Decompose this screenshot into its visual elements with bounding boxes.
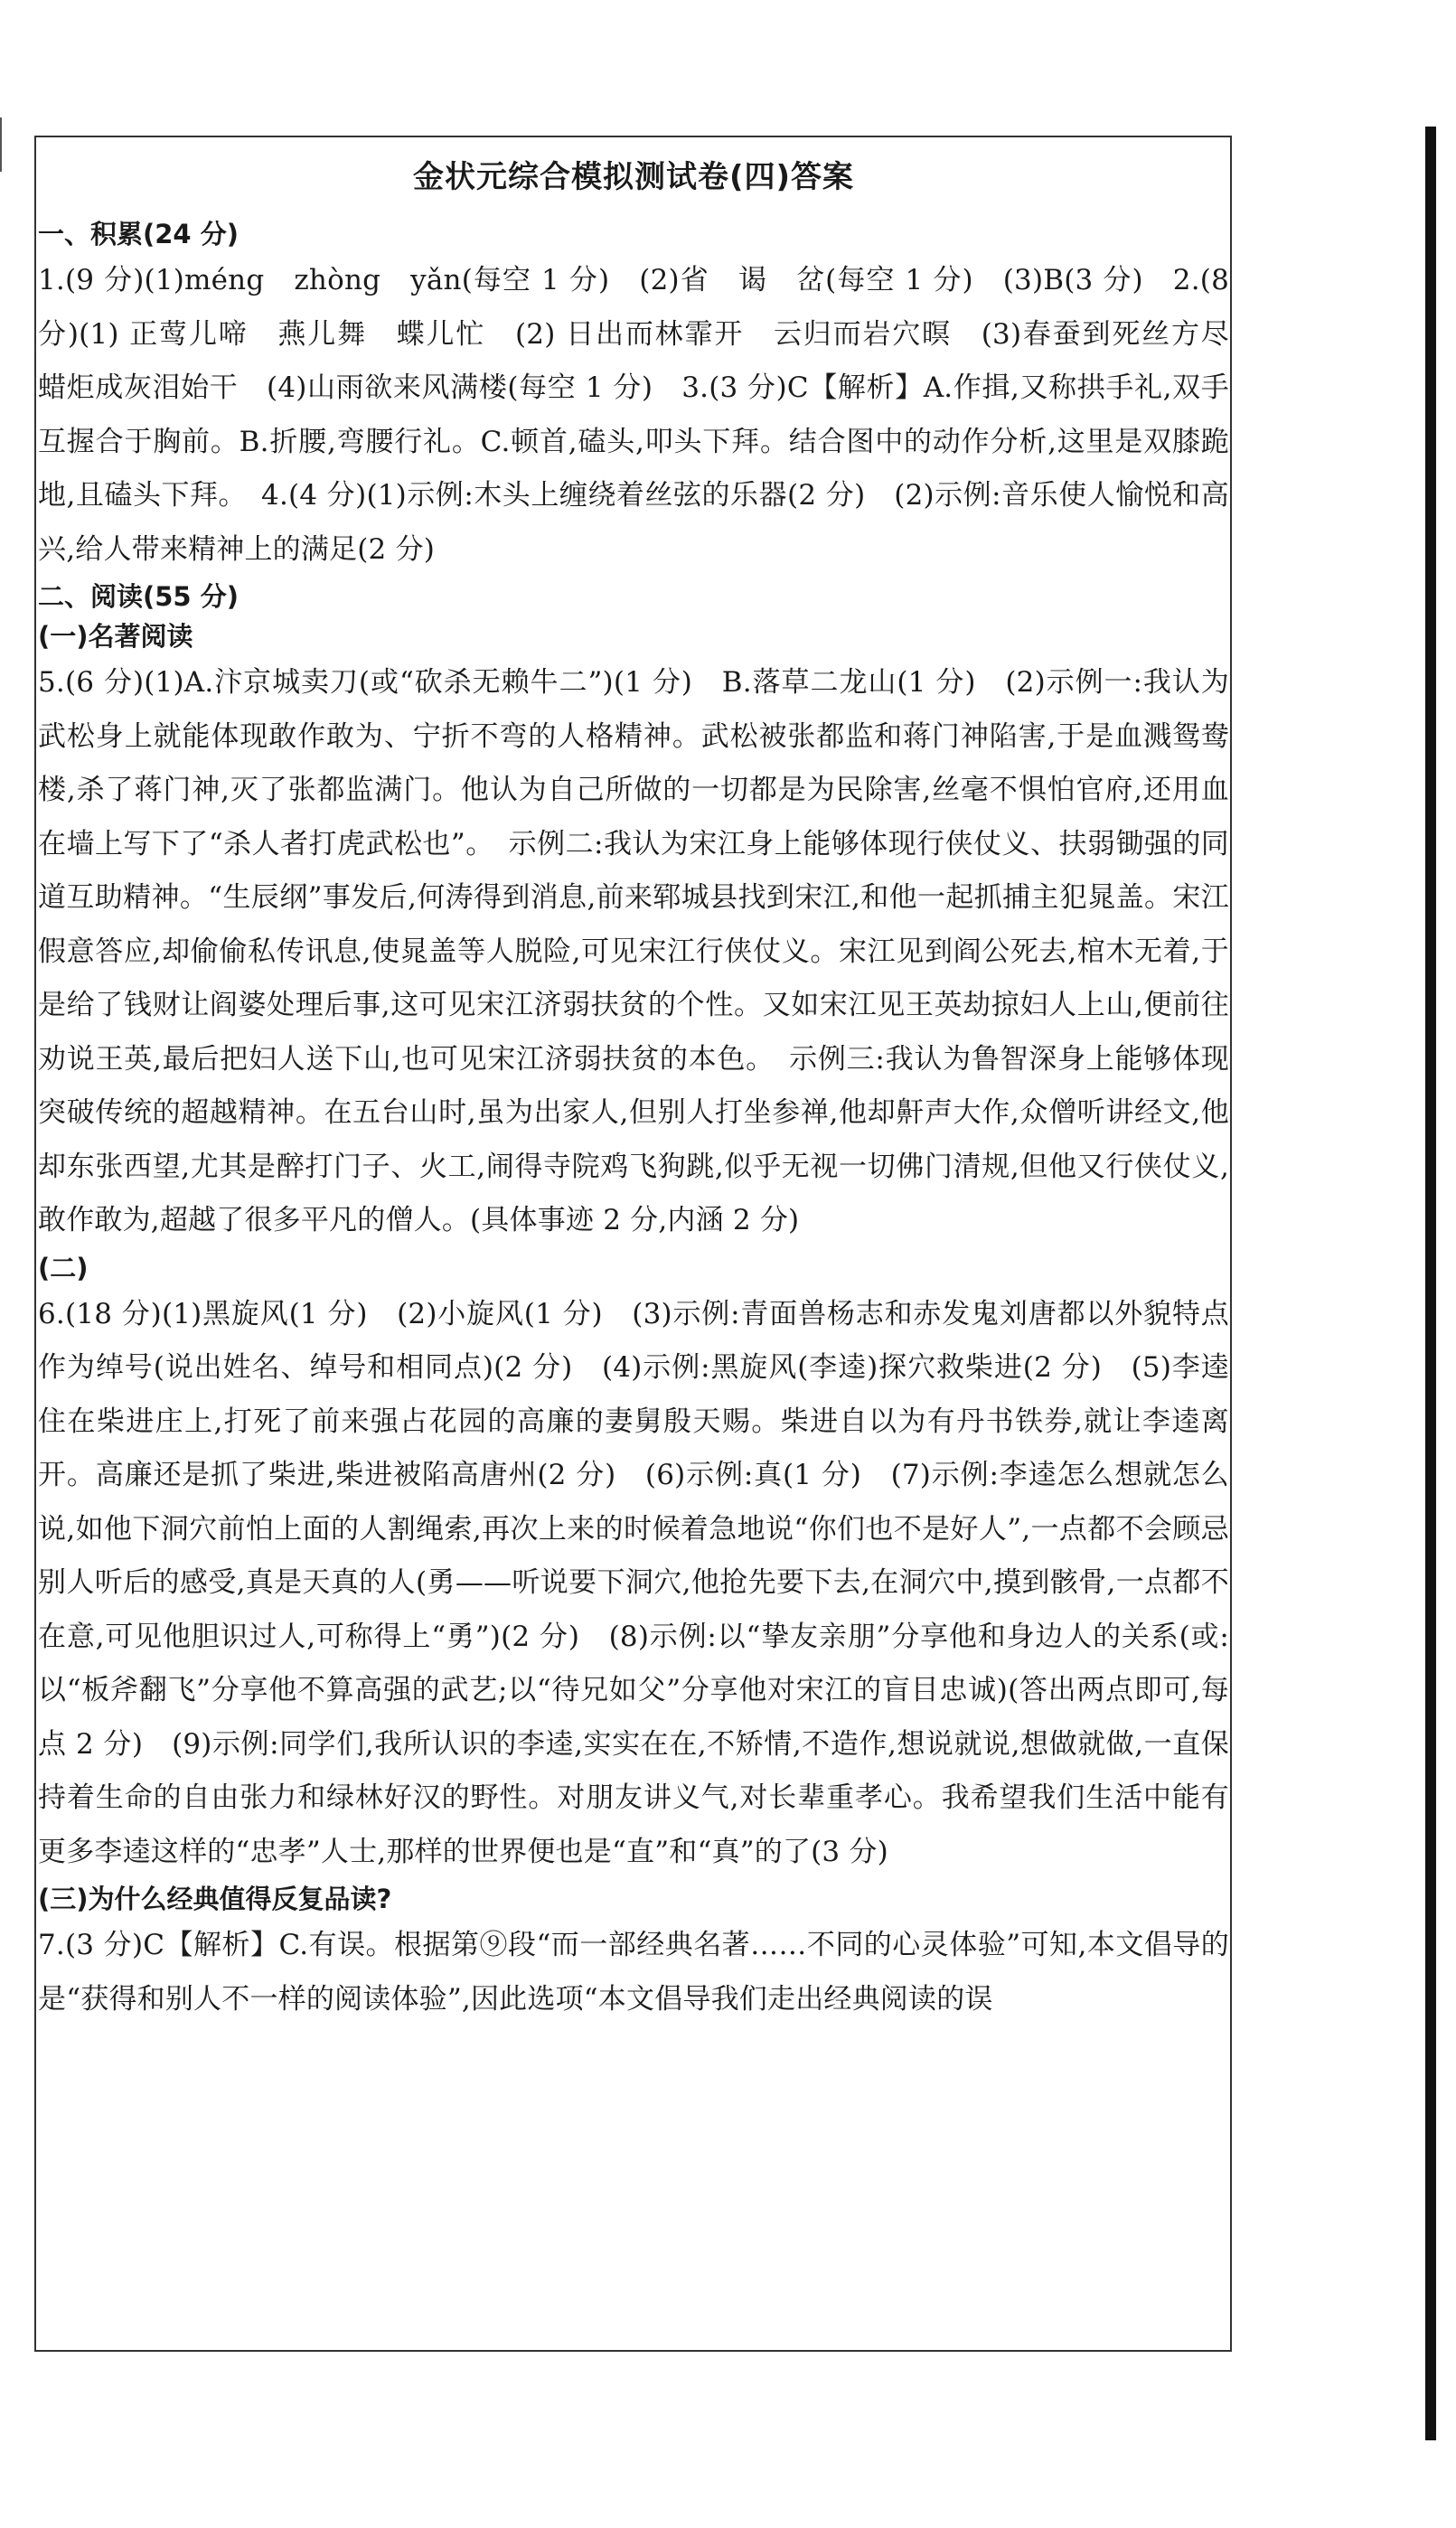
section-heading: (一)名著阅读 bbox=[38, 621, 193, 652]
section-heading: (三)为什么经典值得反复品读? bbox=[38, 1884, 392, 1914]
page-title: 金状元综合模拟测试卷(四)答案 bbox=[412, 159, 855, 195]
section-heading: 二、阅读(55 分) bbox=[38, 581, 239, 612]
section-heading: 一、积累(24 分) bbox=[38, 219, 239, 249]
section-paragraph: 7.(3 分)C【解析】C.有误。根据第⑨段“而一部经典名著……不同的心灵体验”可知,本文倡导的是“获得和别人不一样的阅读体验”,因此选项“本文倡导我们走出经典阅读的误 bbox=[38, 1929, 1229, 2016]
right-rule bbox=[1425, 127, 1436, 2440]
section-paragraph: 5.(6 分)(1)A.汴京城卖刀(或“砍杀无赖牛二”)(1 分) B.落草二龙山(1 分) (2)示例一:我认为武松身上就能体现敢作敢为、宁折不弯的人格精神。武松被张都监和蒋门神陷害,于是血溅鸳鸯楼,杀了蒋门神,灭了张都监满门。他认为自己所做的一切都是为民除害,丝毫不惧怕官府,还用血在墙上写下了“杀人者打虎武松也”。 示例二:我认为宋江身上能够体现行侠仗义、扶弱锄强的同道互助精神。“生辰纲”事发后,何涛得到消息,前来郓城县找到宋江,和他一起抓捕主犯晁盖。宋江假意答应,却偷偷私传讯息,使晁盖等人脱险,可见宋江行侠仗义。宋江见到阎公死去,棺木无着,于是给了钱财让阎婆处理后事,这可见宋江济弱扶贫的个性。又如宋江见王英劫掠妇人上山,便前往劝说王英,最后把妇人送下山,也可见宋江济弱扶贫的本色。 示例三:我认为鲁智深身上能够体现突破传统的超越精神。在五台山时,虽为出家人,但别人打坐参禅,他却鼾声大作,众僧听讲经文,他却东张西望,尤其是醉打门子、火工,闹得寺院鸡飞狗跳,似乎无视一切佛门清规,但他又行侠仗义,敢作敢为,超越了很多平凡的僧人。(具体事迹 2 分,内涵 2 分) bbox=[38, 666, 1229, 1236]
section-heading: (二) bbox=[38, 1252, 89, 1283]
edge-mark bbox=[0, 117, 9, 172]
section-paragraph: 1.(9 分)(1)méng zhòng yǎn(每空 1 分) (2)省 谒 岔(每空 1 分) (3)B(3 分) 2.(8 分)(1) 正莺儿啼 燕儿舞 蝶儿忙 (2) 日出而林霏开 云归而岩穴暝 (3)春蚕到死丝方尽 蜡炬成灰泪始干 (4)山雨欲来风满楼(每空 1 分) 3.(3 分)C【解析】A.作揖,又称拱手礼,双手互握合于胸前。B.折腰,弯腰行礼。C.顿首,磕头,叩头下拜。结合图中的动作分析,这里是双膝跪地,且磕头下拜。 4.(4 分)(1)示例:木头上缠绕着丝弦的乐器(2 分) (2)示例:音乐使人愉悦和高兴,给人带来精神上的满足(2 分) bbox=[38, 264, 1258, 566]
answer-content bbox=[38, 152, 1258, 2026]
section-paragraph: 6.(18 分)(1)黑旋风(1 分) (2)小旋风(1 分) (3)示例:青面兽杨志和赤发鬼刘唐都以外貌特点作为绰号(说出姓名、绰号和相同点)(2 分) (4)示例:黑旋风(李逵)探穴救柴进(2 分) (5)李逵住在柴进庄上,打死了前来强占花园的高廉的妻舅殷天赐。柴进自以为有丹书铁券,就让李逵离开。高廉还是抓了柴进,柴进被陷高唐州(2 分) (6)示例:真(1 分) (7)示例:李逵怎么想就怎么说,如他下洞穴前怕上面的人割绳索,再次上来的时候着急地说“你们也不是好人”,一点都不会顾忌别人听后的感受,真是天真的人(勇——听说要下洞穴,他抢先要下去,在洞穴中,摸到骸骨,一点都不在意,可见他胆识过人,可称得上“勇”)(2 分) (8)示例:以“挚友亲朋”分享他和身边人的关系(或:以“板斧翻飞”分享他不算高强的武艺;以“待兄如父”分享他对宋江的盲目忠诚)(答出两点即可,每点 2 分) (9)示例:同学们,我所认识的李逵,实实在在,不矫情,不造作,想说就说,想做就做,一直保持着生命的自由张力和绿林好汉的野性。对朋友讲义气,对长辈重孝心。我希望我们生活中能有更多李逵这样的“忠孝”人士,那样的世界便也是“直”和“真”的了(3 分) bbox=[38, 1297, 1229, 1868]
